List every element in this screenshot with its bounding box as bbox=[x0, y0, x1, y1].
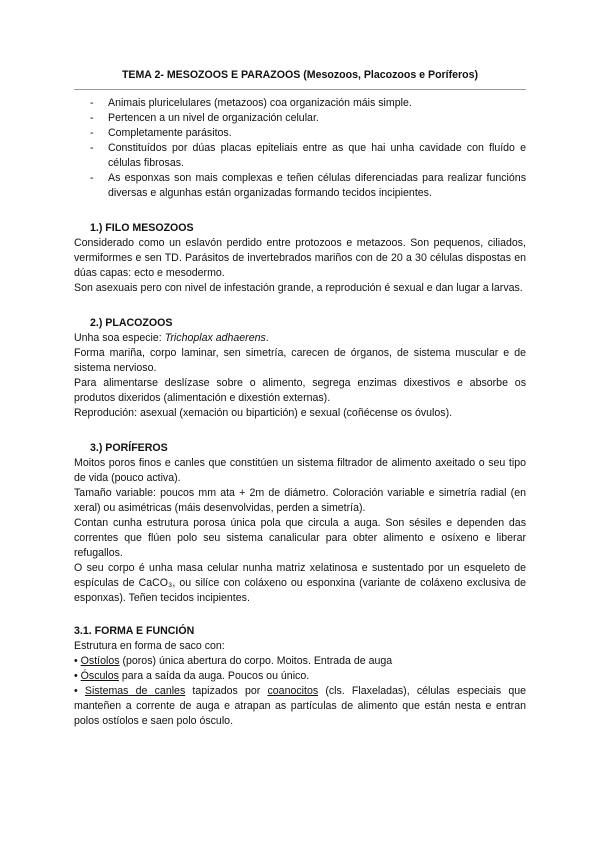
paragraph: Tamaño variable: poucos mm ata + 2m de diámetro. Coloración variable e simetría radial (en xeral) ou asimétricas (máis desenvolvidas, perden a simetría). bbox=[74, 487, 526, 514]
paragraph: Reprodución: asexual (xemación ou bipartición) e sexual (coñécense os óvulos). bbox=[74, 407, 453, 419]
paragraph-species bbox=[74, 331, 526, 346]
intro-item: - Constituídos por dúas placas epiteliais entre as que hai unha cavidade con fluído e células fibrosas. bbox=[74, 141, 526, 171]
paragraph: Estrutura en forma de saco con: bbox=[74, 640, 225, 652]
section-heading-poriferos: 3.) PORÍFEROS bbox=[90, 442, 168, 454]
paragraph: Son asexuais pero con nivel de infestación grande, a reprodución é sexual e dan lugar a larvas. bbox=[74, 282, 523, 294]
document-title: TEMA 2- MESOZOOS E PARAZOOS (Mesozoos, Placozoos e Poríferos) bbox=[74, 68, 526, 90]
intro-item: - As esponxas son mais complexas e teñen células diferenciadas para realizar funcións diversas e algunhas están organizadas formando tecidos incipientes. bbox=[74, 171, 526, 201]
bullet-item bbox=[74, 669, 526, 684]
paragraph: Moitos poros finos e canles que constitúen un sistema filtrador de alimento axeitado o seu tipo de vida (pouco activa). bbox=[74, 457, 526, 484]
paragraph: Contan cunha estrutura porosa única pola que circula a auga. Son sésiles e dependen das correntes que flúen polo seu sistema canalicular para obter alimento e osíxeno e liberar refugallos. bbox=[74, 517, 526, 559]
bullet-mark: • bbox=[74, 655, 81, 667]
species-prefix: Unha soa especie: bbox=[74, 332, 165, 344]
bullet-text: para a saída da auga. Poucos ou único. bbox=[118, 670, 310, 682]
document-page bbox=[74, 68, 526, 729]
subsection-heading-forma: 3.1. FORMA E FUNCIÓN bbox=[74, 625, 195, 637]
term-ostiolos: Ostíolos bbox=[80, 655, 120, 667]
bullet-text: (cls. Flaxeladas), células especiais que manteñen a corrente de auga e atrapan as partículas de alimento que están nesta e entran polos ostíolos e saen polo ósculo. bbox=[74, 685, 527, 727]
bullet-text: tapizados por bbox=[185, 685, 268, 697]
intro-item: - Completamente parásitos. bbox=[74, 126, 526, 141]
bullet-mark: • bbox=[74, 670, 81, 682]
species-suffix: . bbox=[265, 332, 269, 344]
term-sistemas-canles: Sistemas de canles bbox=[84, 685, 186, 697]
section-heading-mesozoos: 1.) FILO MESOZOOS bbox=[90, 222, 194, 234]
intro-list bbox=[74, 96, 526, 201]
term-osculos: Ósculos bbox=[80, 670, 119, 682]
paragraph: O seu corpo é unha masa celular nunha matriz xelatinosa e sustentado por un esqueleto de espículas de CaCO₃, ou silíce con coláxeno ou esponxina (variante de coláxeno exclusiva de esponxas). Teñen tecidos incipientes. bbox=[74, 562, 526, 604]
intro-item: - Animais pluricelulares (metazoos) coa organización máis simple. bbox=[74, 96, 526, 111]
term-coanocitos: coanocitos bbox=[267, 685, 319, 697]
bullet-item bbox=[74, 684, 526, 729]
section-heading-placozoos: 2.) PLACOZOOS bbox=[90, 317, 173, 329]
paragraph: Forma mariña, corpo laminar, sen simetría, carecen de órganos, de sistema muscular e de sistema nervioso. bbox=[74, 347, 526, 374]
paragraph: Para alimentarse deslízase sobre o alimento, segrega enzimas dixestivos e absorbe os produtos dixeridos (alimentación e dixestión externas). bbox=[74, 377, 526, 404]
bullet-item bbox=[74, 654, 526, 669]
bullet-text: (poros) única abertura do corpo. Moitos. Entrada de auga bbox=[119, 655, 393, 667]
bullet-mark: • bbox=[74, 685, 85, 697]
paragraph: Considerado como un eslavón perdido entre protozoos e metazoos. Son pequenos, ciliados, vermiformes e sen TD. Parásitos de invertebrados mariños con de 20 a 30 células dispostas en dúas capas: ecto e mesodermo. bbox=[74, 237, 526, 279]
species-name: Trichoplax adhaerens bbox=[164, 332, 266, 344]
intro-item: - Pertencen a un nivel de organización celular. bbox=[74, 111, 526, 126]
